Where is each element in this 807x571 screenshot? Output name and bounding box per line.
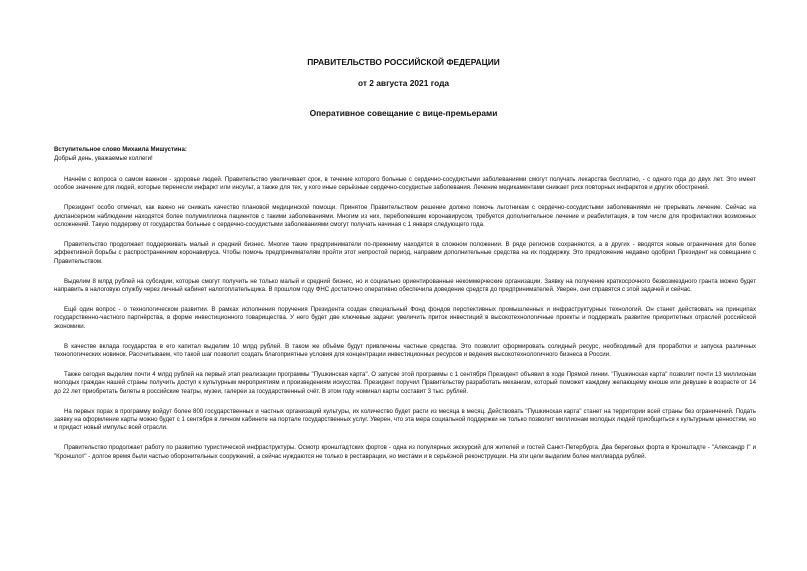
paragraph-4: Выделим 8 млрд рублей на субсидии, которые смогут получить не только малый и средний бизнес, но и социально ориентированные некоммерческие организации. Заявку на получение краткосрочного безвозмездного гранта можно будет направить в налоговую службу через личный кабинет налогоплательщика. В прошлом году ФНС достаточно оперативно обеспечила доведение средств до предпринимателей. Уверен, они справятся с этой задачей и сейчас. — [54, 277, 756, 293]
document-date: от 2 августа 2021 года — [357, 78, 450, 88]
organization-heading: ПРАВИТЕЛЬСТВО РОССИЙСКОЙ ФЕДЕРАЦИИ — [307, 57, 500, 67]
speaker-heading: Вступительное слово Михаила Мишустина: — [54, 146, 187, 153]
paragraph-6: В качестве вклада государства в его капитал выделим 10 млрд рублей. В таком же объёме будут привлечены частные средства. Это позволит сформировать солидный ресурс, необходимый для проработки и запуска различных технологических новинок. Рассчитываем, что такой шаг позволит создать благоприятные условия для концентрации инвестиционных ресурсов и ведения высокотехнологичного бизнеса в России. — [54, 342, 756, 358]
paragraph-3: Правительство продолжает поддерживать малый и средний бизнес. Многие такие предприниматели по-прежнему находятся в сложном положении. В ряде регионов сохраняются, а в других - вводятся новые ограничения для более эффективной борьбы с распространением коронавируса. Чтобы помочь предпринимателям пройти этот непростой период, направим дополнительные средства на их поддержку. Это предложение недавно одобрил Президент на совещании с Правительством. — [54, 240, 756, 265]
paragraph-1: Начнём с вопроса о самом важном - здоровье людей. Правительство увеличивает срок, в течение которого больные с сердечно-сосудистыми заболеваниями смогут получать лекарства бесплатно, - с одного года до двух лет. Это имеет особое значение для людей, которые перенесли инфаркт или инсульт, а также для тех, у кого иные серьёзные сердечно-сосудистые заболевания. Лечение медикаментами снижает риск повторных инфарктов и других обострений. — [54, 175, 756, 192]
paragraph-2: Президент особо отмечал, как важно не снижать качество плановой медицинской помощи. Принятое Правительством решение должно помочь льготникам с сердечно-сосудистыми заболеваниями не прерывать лечение. Сейчас на диспансерном наблюдении находятся более полумиллиона пациентов с такими заболеваниями. Многим из них, переболевшим коронавирусом, требуется дополнительное лечение и реабилитация, в том числе для профилактики возможных осложнений. Такую поддержку от государства больные с сердечно-сосудистыми заболеваниями смогут получать начиная с 1 января следующего года. — [54, 204, 756, 228]
greeting-line: Добрый день, уважаемые коллеги! — [54, 155, 153, 163]
document-title: Оперативное совещание с вице-премьерами — [309, 108, 498, 118]
document-body — [54, 146, 756, 461]
paragraph-8: На первых порах в программу войдут более 800 государственных и частных организаций культуры, их количество будет расти из месяца в месяц. Действовать "Пушкинская карта" станет на территории всей страны без ограничений. Подать заявку на оформление карты можно будет с 1 сентября в личном кабинете на портале государственных услуг. Уверен, что эта мера социальной поддержки не только позволит миллионам молодых людей приобщиться к культурным ценностям, но и придаст новый импульс всей отрасли. — [54, 407, 756, 432]
paragraph-7: Также сегодня выделим почти 4 млрд рублей на первый этап реализации программы "Пушкинская карта". О запуске этой программы с 1 сентября Президент объявил в ходе Прямой линии. "Пушкинская карта" позволит почти 13 миллионам молодых граждан нашей страны получить доступ к культурным мероприятиям и произведениям искусства. Президент поручил Правительству разработать механизм, который поможет каждому желающему юноше или девушке в возрасте от 14 до 22 лет приобретать билеты в российские театры, музеи, галереи за государственный счёт. В этом году номинал карты составит 3 тыс. рублей. — [54, 370, 756, 395]
paragraph-5: Ещё один вопрос - о технологическом развитии. В рамках исполнения поручения Президента создан специальный Фонд фондов перспективных промышленных и инфраструктурных технологий. Он станет действовать на принципах государственно-частного партнёрства, в форме инвестиционного товарищества. У него будет две ключевые задачи: увеличить приток инвестиций в высокотехнологичные проекты и поддержать развитие приоритетных отраслей российской экономики. — [54, 305, 756, 330]
paragraph-9: Правительство продолжает работу по развитию туристической инфраструктуры. Осмотр кронштадтских фортов - одна из популярных экскурсий для жителей и гостей Санкт-Петербурга. Два береговых форта в Кронштадте - "Александр I" и "Кроншлот" - долгое время были частью оборонительных сооружений, а сейчас нуждаются не только в реставрации, но местами и в серьёзной реконструкции. На эти цели выделим более миллиарда рублей. — [54, 444, 756, 460]
